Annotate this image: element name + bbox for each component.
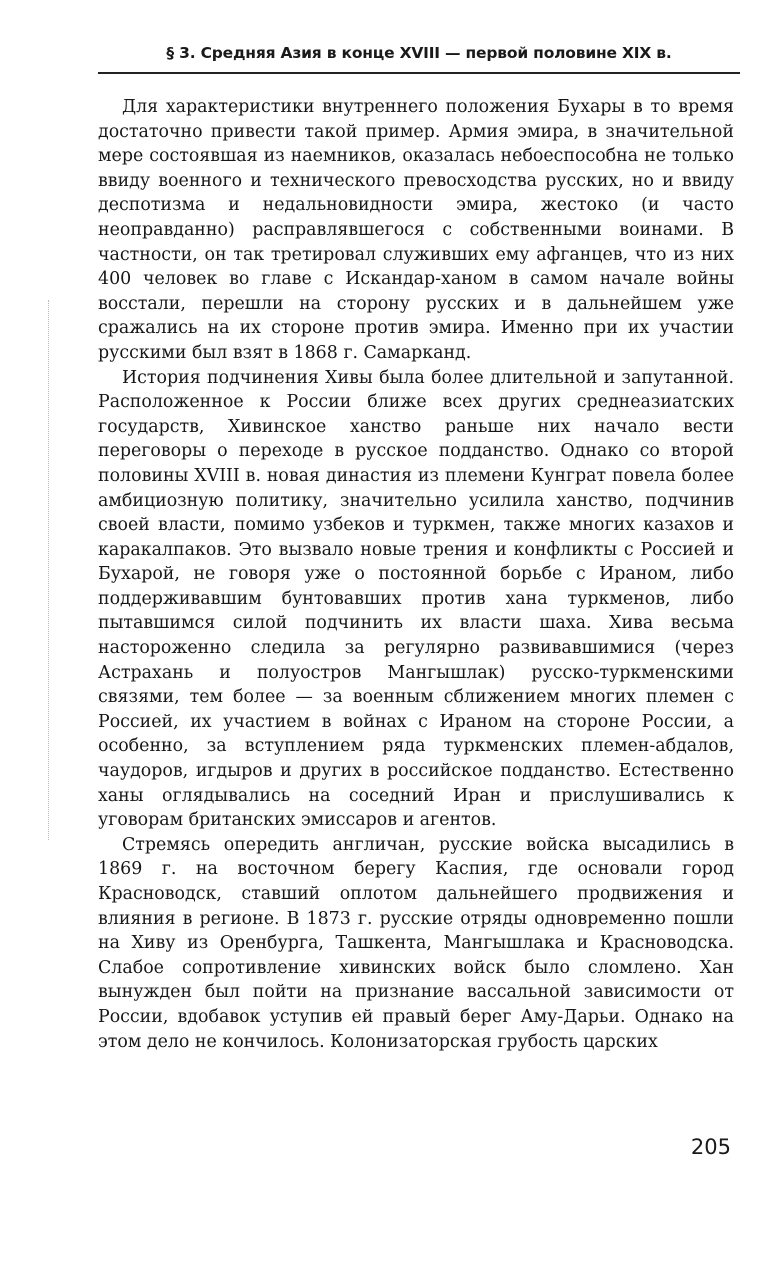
page-number: 205 [690,1135,731,1159]
running-header-title: § 3. Средняя Азия в конце XVIII — первой половине XIX в. [166,44,672,62]
paragraph-khiva-history: История подчинения Хивы была более длительной и запутанной. Расположенное к России ближе всех других среднеазиатских государств, Хивинское ханство раньше них начало вести переговоры о переходе в русское подданство. Однако со второй половины XVIII в. новая династия из племени Кунграт повела более амбициозную политику, значительно усилила ханство, подчинив своей власти, помимо узбеков и туркмен, также многих казахов и каракалпаков. Это вызвало новые трения и конфликты с Россией и Бухарой, не говоря уже о постоянной борьбе с Ираном, либо поддерживавшим бунтовавших против хана туркменов, либо пытавшимся силой подчинить их власти шаха. Хива весьма настороженно следила за регулярно развивавшимися (через Астрахань и полуостров Мангышлак) русско-туркменскими связями, тем более — за военным сближением многих племен с Россией, их участием в войнах с Ираном на стороне России, а особенно, за вступлением ряда туркменских племен-абдалов, чаудоров, игдыров и других в российское подданство. Естественно ханы оглядывались на соседний Иран и прислушивались к уговорам британских эмиссаров и агентов. [98,367,734,831]
scan-margin-artifact [48,300,49,840]
main-text-block [98,95,734,1054]
header-rule [98,72,740,74]
paragraph-khiva-conquest: Стремясь опередить англичан, русские войска высадились в 1869 г. на восточном берегу Каспия, где основали город Красноводск, ставший оплотом дальнейшего продвижения и влияния в регионе. В 1873 г. русские отряды одновременно пошли на Хиву из Оренбурга, Ташкента, Мангышлака и Красноводска. Слабое сопротивление хивинских войск было сломлено. Хан вынужден был пойти на признание вассальной зависимости от России, вдобавок уступив ей правый берег Аму-Дарьи. Однако на этом дело не кончилось. Колонизаторская грубость царских [98,834,734,1052]
paragraph-bukhara: Для характеристики внутреннего положения Бухары в то время достаточно привести такой пример. Армия эмира, в значительной мере состоявшая из наемников, оказалась небоеспособна не только ввиду военного и технического превосходства русских, но и ввиду деспотизма и недальновидности эмира, жестоко (и часто неоправданно) расправлявшегося с собственными воинами. В частности, он так третировал служивших ему афганцев, что из них 400 человек во главе с Искандар-ханом в самом начале войны восстали, перешли на сторону русских и в дальнейшем уже сражались на их стороне против эмира. Именно при их участии русскими был взят в 1868 г. Самарканд. [98,97,734,363]
